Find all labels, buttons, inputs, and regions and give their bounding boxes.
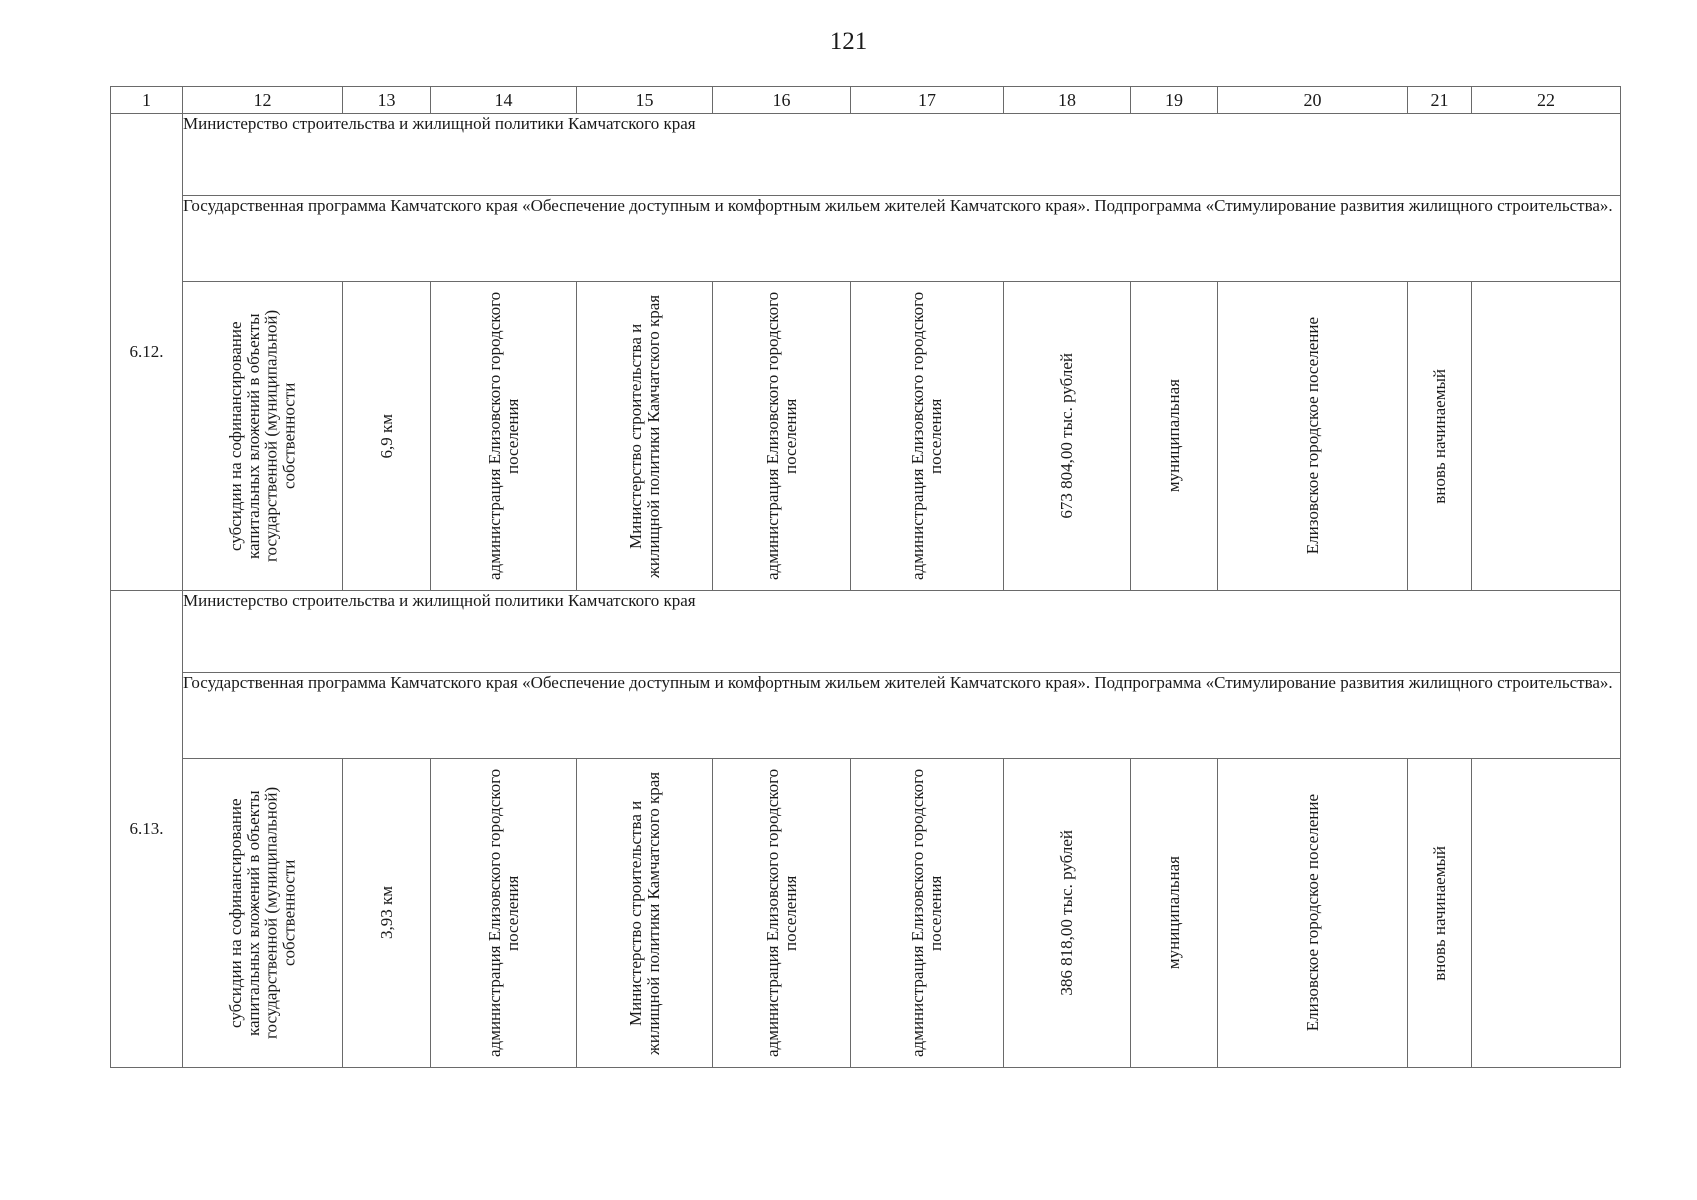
header-cell: 15 [577, 87, 713, 114]
header-cell: 21 [1408, 87, 1472, 114]
header-cell: 16 [713, 87, 851, 114]
header-cell: 17 [851, 87, 1004, 114]
funding-type-cell [183, 282, 343, 591]
empty-cell [1472, 759, 1621, 1068]
table-row [111, 673, 1621, 759]
table-row [111, 114, 1621, 196]
customer-text: администрация Елизовского городского поселения [484, 291, 522, 581]
status-cell [1408, 282, 1472, 591]
location-text: Елизовское городское поселение [1302, 794, 1322, 1032]
recipient-cell [713, 759, 851, 1068]
ministry-cell: Министерство строительства и жилищной политики Камчатского края [183, 114, 1621, 196]
status-cell [1408, 759, 1472, 1068]
developer-text: администрация Елизовского городского поселения [908, 768, 945, 1058]
capacity-cell [343, 282, 431, 591]
table-row [111, 282, 1621, 591]
location-cell [1218, 759, 1408, 1068]
ownership-cell [1131, 282, 1218, 591]
header-cell: 19 [1131, 87, 1218, 114]
program-cell: Государственная программа Камчатского края «Обеспечение доступным и комфортным жильем жителей Камчатского края». Подпрограмма «Стимулирование развития жилищного строительства». [183, 673, 1621, 759]
customer-cell [431, 282, 577, 591]
ownership-cell [1131, 759, 1218, 1068]
administrator-cell [577, 282, 713, 591]
row-id: 6.13. [111, 591, 183, 1068]
capacity-text: 6,9 км [376, 413, 396, 459]
administrator-text: Министерство строительства и жилищной политики Камчатского края [625, 294, 663, 578]
row-id: 6.12. [111, 114, 183, 591]
data-table [110, 86, 1621, 1068]
ownership-text: муниципальная [1164, 379, 1184, 493]
funding-type-text: субсидии на софинансирование капитальных вложений в объекты государственной (муниципальной) собственности [225, 309, 299, 563]
recipient-text: администрация Елизовского городского поселения [762, 291, 800, 581]
header-cell: 13 [343, 87, 431, 114]
capacity-cell [343, 759, 431, 1068]
developer-cell [851, 282, 1004, 591]
cost-text: 386 818,00 тыс. рублей [1057, 830, 1077, 996]
recipient-cell [713, 282, 851, 591]
customer-cell [431, 759, 577, 1068]
empty-cell [1472, 282, 1621, 591]
recipient-text: администрация Елизовского городского поселения [762, 768, 800, 1058]
header-cell: 12 [183, 87, 343, 114]
ministry-cell: Министерство строительства и жилищной политики Камчатского края [183, 591, 1621, 673]
status-text: вновь начинаемый [1429, 845, 1449, 981]
column-number-header [111, 87, 1621, 114]
header-cell: 1 [111, 87, 183, 114]
developer-cell [851, 759, 1004, 1068]
location-cell [1218, 282, 1408, 591]
administrator-text: Министерство строительства и жилищной политики Камчатского края [625, 771, 663, 1055]
funding-type-text: субсидии на софинансирование капитальных вложений в объекты государственной (муниципальной) собственности [225, 786, 299, 1040]
ownership-text: муниципальная [1164, 856, 1184, 970]
administrator-cell [577, 759, 713, 1068]
cost-cell [1004, 759, 1131, 1068]
program-cell: Государственная программа Камчатского края «Обеспечение доступным и комфортным жильем жителей Камчатского края». Подпрограмма «Стимулирование развития жилищного строительства». [183, 196, 1621, 282]
cost-text: 673 804,00 тыс. рублей [1057, 353, 1077, 519]
header-cell: 18 [1004, 87, 1131, 114]
table-row [111, 759, 1621, 1068]
location-text: Елизовское городское поселение [1302, 317, 1322, 555]
customer-text: администрация Елизовского городского поселения [484, 768, 522, 1058]
table-row [111, 591, 1621, 673]
header-cell: 22 [1472, 87, 1621, 114]
funding-type-cell [183, 759, 343, 1068]
capacity-text: 3,93 км [376, 886, 396, 940]
header-cell: 14 [431, 87, 577, 114]
developer-text: администрация Елизовского городского поселения [908, 291, 945, 581]
cost-cell [1004, 282, 1131, 591]
page-number: 121 [829, 28, 868, 55]
header-cell: 20 [1218, 87, 1408, 114]
table-row [111, 196, 1621, 282]
status-text: вновь начинаемый [1429, 368, 1449, 504]
